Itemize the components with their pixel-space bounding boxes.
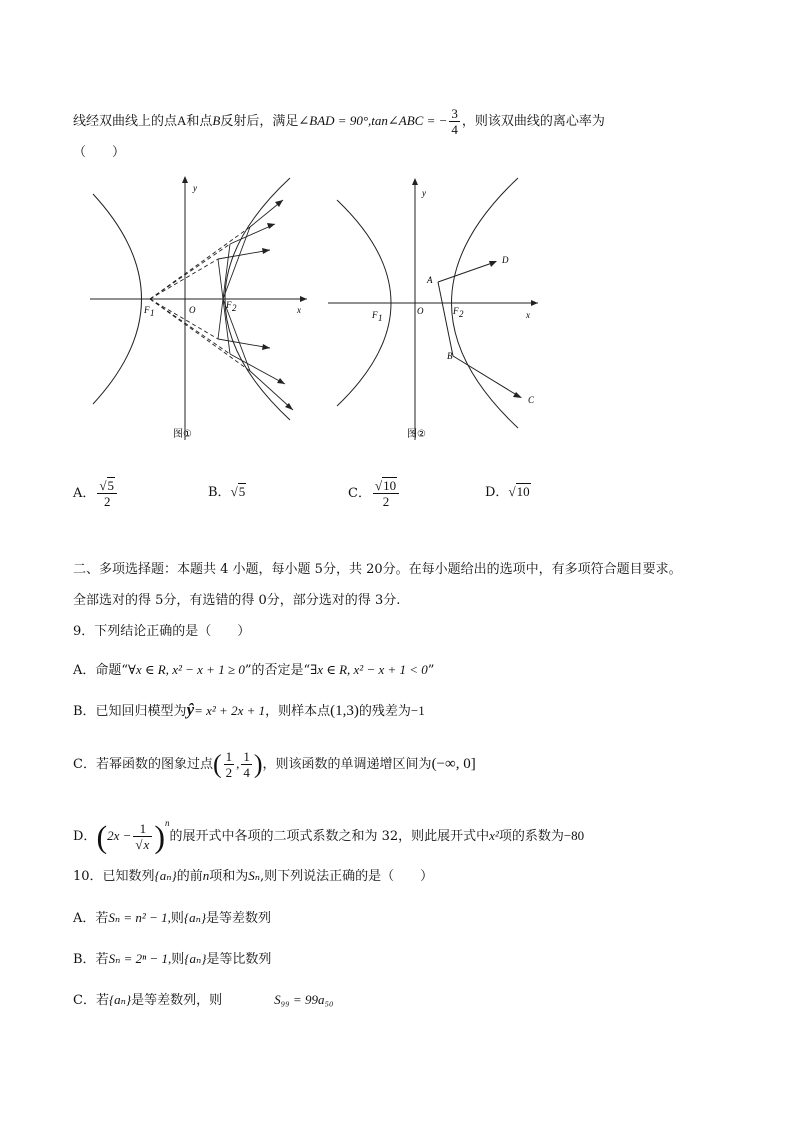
q9-option-d: D．(2x − $\frac{1}{√x}$ )$^n$的展开式中各项的二项式系数之和为 32，则此展开式中x²项的系数为−80 bbox=[73, 818, 585, 855]
q10-stem: 10．已知数列{aₙ}的前n项和为Sₙ,则下列说法正确的是（ ） bbox=[73, 868, 434, 884]
f2-subscript: 2 bbox=[232, 303, 237, 313]
f1-subscript: 1 bbox=[150, 308, 155, 318]
q8-option-b: B．√5 bbox=[208, 484, 246, 500]
point-b-label: B bbox=[447, 351, 453, 361]
q8-stem-line bbox=[73, 106, 605, 137]
f2-label: F bbox=[226, 300, 232, 310]
q8-option-c: C． $\frac{√10}{2}$ bbox=[348, 478, 401, 509]
q9-option-a: A．命题“∀x ∈ R, x² − x + 1 ≥ 0”的否定是“∃x ∈ R, x² − x + 1 < 0” bbox=[73, 662, 435, 678]
q8-stem-text-c: 反射后，满足 bbox=[220, 114, 299, 129]
q8-option-a: A． $\frac{√5}{2}$ bbox=[73, 478, 119, 509]
point-d-label: D bbox=[502, 255, 509, 265]
ray-ad bbox=[438, 262, 495, 282]
q8-option-d: D．√10 bbox=[485, 484, 530, 500]
q8-answer-blank: （ ） bbox=[73, 145, 126, 160]
figure-2-hyperbola-points bbox=[325, 172, 550, 447]
point-b: B bbox=[212, 113, 221, 128]
figure-1-hyperbola-reflections bbox=[85, 172, 320, 447]
q10-option-a: A．若Sₙ = n² − 1,则{aₙ}是等差数列 bbox=[73, 910, 272, 926]
origin-label: O bbox=[417, 306, 424, 316]
q8-stem-text-b: 和点 bbox=[186, 114, 213, 129]
section-2-scoring: 全部选对的得 5分，有选错的得 0分，部分选对的得 3分. bbox=[73, 593, 401, 608]
point-c-label: C bbox=[528, 395, 535, 405]
f2-label: F bbox=[453, 306, 459, 316]
tan-condition: tan∠ABC = − bbox=[371, 113, 448, 128]
q10-option-c: C．若{aₙ}是等差数列，则 S₉₉ = 99a₅₀ bbox=[73, 992, 334, 1008]
q9-option-b: B．已知回归模型为ŷ= x² + 2x + 1，则样本点(1,3)的残差为−1 bbox=[73, 700, 425, 719]
angle-condition: ∠BAD = 90°, bbox=[298, 113, 372, 128]
q8-stem-text-a: 线经双曲线上的点 bbox=[73, 114, 178, 129]
section-2-heading: 二、多项选择题：本题共 4 小题，每小题 5分，共 20分。在每小题给出的选项中，有多项符合题目要求。 bbox=[73, 562, 682, 577]
figure-1-caption: 图① bbox=[173, 429, 192, 440]
point-a-label: A bbox=[427, 275, 433, 285]
f1-label: F bbox=[144, 305, 150, 315]
q9-option-c: C．若幂函数的图象过点( $\frac{1}{2}$ , $\frac{1}{4}$ )，则该函数的单调递增区间为(−∞, 0] bbox=[73, 749, 476, 780]
x-label: x bbox=[526, 310, 530, 320]
y-label: y bbox=[193, 183, 197, 193]
x-label: x bbox=[297, 305, 301, 315]
chord-ab bbox=[438, 282, 453, 356]
q10-option-b: B．若Sₙ = 2ⁿ − 1,则{aₙ}是等比数列 bbox=[73, 951, 272, 967]
f2-subscript: 2 bbox=[459, 309, 464, 319]
ray-bc bbox=[453, 356, 520, 397]
fraction-three-quarters: $\frac{3}{4}$ bbox=[451, 106, 458, 137]
figure-2-caption: 图② bbox=[407, 429, 426, 440]
f1-label: F bbox=[372, 310, 378, 320]
point-a: A bbox=[177, 113, 187, 128]
y-label: y bbox=[422, 188, 426, 198]
q8-stem-text-d: ，则该双曲线的离心率为 bbox=[461, 114, 605, 129]
origin-label: O bbox=[189, 305, 196, 315]
f1-subscript: 1 bbox=[378, 313, 383, 323]
q9-stem: 9．下列结论正确的是（ ） bbox=[73, 624, 251, 639]
